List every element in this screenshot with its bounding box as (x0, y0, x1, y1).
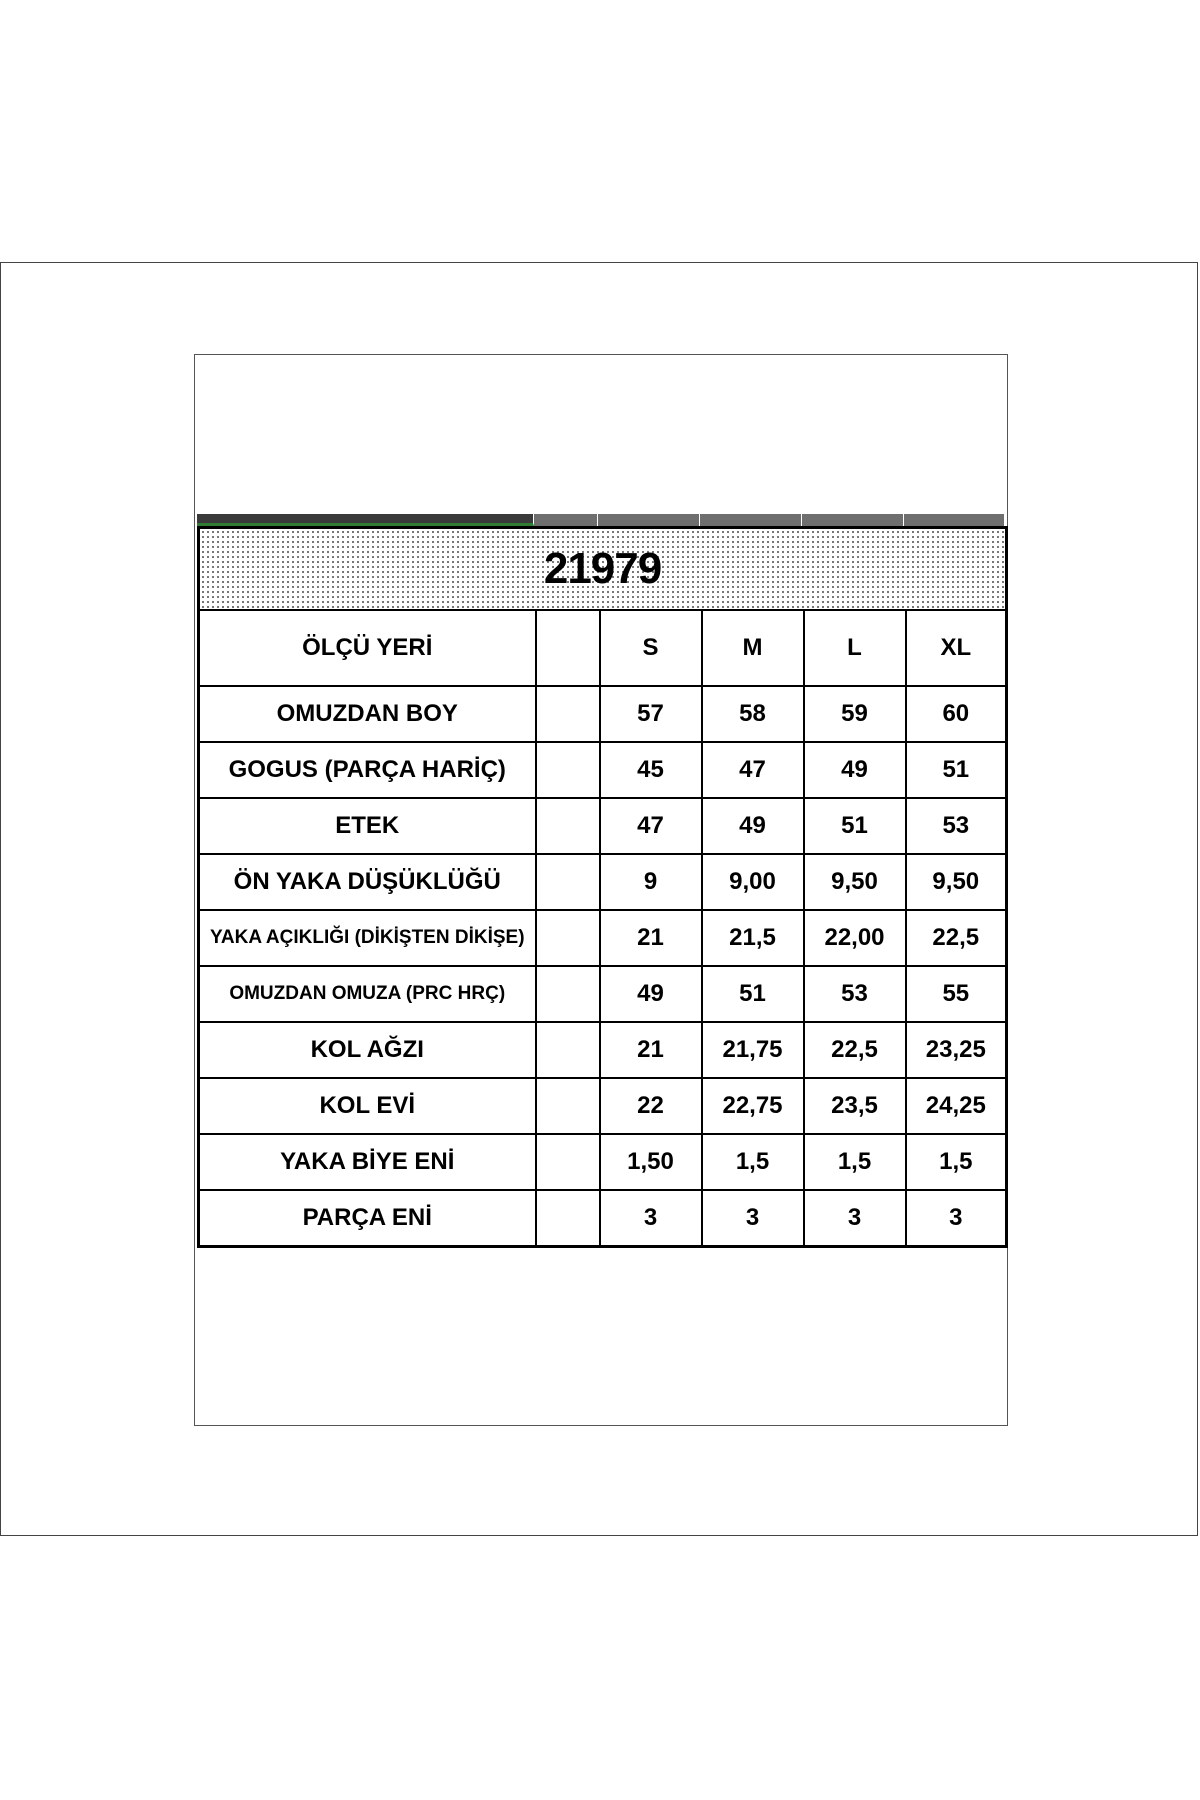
value-cell-xl: 53 (906, 798, 1007, 854)
value-cell-l: 49 (804, 742, 906, 798)
size-header-s: S (600, 610, 702, 686)
value-cell-s: 47 (600, 798, 702, 854)
blank-cell (536, 966, 600, 1022)
value-cell-m: 1,5 (702, 1134, 804, 1190)
size-chart-table (197, 526, 1008, 1248)
row-label: PARÇA ENİ (199, 1190, 536, 1247)
value-cell-xl: 3 (906, 1190, 1007, 1247)
value-cell-m: 21,5 (702, 910, 804, 966)
header-row (199, 610, 1007, 686)
table-row (199, 742, 1007, 798)
value-cell-xl: 60 (906, 686, 1007, 742)
value-cell-s: 9 (600, 854, 702, 910)
table-row (199, 1134, 1007, 1190)
blank-cell (536, 1022, 600, 1078)
blank-cell (536, 1078, 600, 1134)
row-label: YAKA BİYE ENİ (199, 1134, 536, 1190)
model-number-cell (199, 528, 1007, 611)
table-row (199, 854, 1007, 910)
value-cell-xl: 55 (906, 966, 1007, 1022)
size-header-m: M (702, 610, 804, 686)
value-cell-xl: 51 (906, 742, 1007, 798)
value-cell-l: 1,5 (804, 1134, 906, 1190)
value-cell-l: 3 (804, 1190, 906, 1247)
blank-cell (536, 686, 600, 742)
spreadsheet-column-header-strip (197, 514, 1005, 526)
value-cell-l: 22,5 (804, 1022, 906, 1078)
row-label: GOGUS (PARÇA HARİÇ) (199, 742, 536, 798)
blank-cell (536, 910, 600, 966)
value-cell-s: 3 (600, 1190, 702, 1247)
column-header-i (534, 514, 598, 526)
value-cell-m: 3 (702, 1190, 804, 1247)
row-label: ÖN YAKA DÜŞÜKLÜĞÜ (199, 854, 536, 910)
value-cell-s: 49 (600, 966, 702, 1022)
row-label: ETEK (199, 798, 536, 854)
title-row (199, 528, 1007, 611)
row-label: OMUZDAN BOY (199, 686, 536, 742)
size-header-xl: XL (906, 610, 1007, 686)
table-row (199, 1022, 1007, 1078)
table-row (199, 910, 1007, 966)
model-number: 21979 (543, 544, 662, 593)
column-header-l (802, 514, 904, 526)
table-row (199, 1078, 1007, 1134)
blank-cell (536, 1134, 600, 1190)
blank-header (536, 610, 600, 686)
value-cell-m: 22,75 (702, 1078, 804, 1134)
row-label: KOL AĞZI (199, 1022, 536, 1078)
column-header-h (197, 514, 534, 526)
value-cell-l: 23,5 (804, 1078, 906, 1134)
value-cell-m: 58 (702, 686, 804, 742)
value-cell-xl: 22,5 (906, 910, 1007, 966)
value-cell-s: 57 (600, 686, 702, 742)
table-row (199, 686, 1007, 742)
row-label: KOL EVİ (199, 1078, 536, 1134)
table-row (199, 966, 1007, 1022)
value-cell-l: 22,00 (804, 910, 906, 966)
row-label: YAKA AÇIKLIĞI (DİKİŞTEN DİKİŞE) (199, 910, 536, 966)
value-cell-s: 21 (600, 910, 702, 966)
column-header-j (598, 514, 700, 526)
value-cell-m: 51 (702, 966, 804, 1022)
value-cell-s: 22 (600, 1078, 702, 1134)
value-cell-l: 53 (804, 966, 906, 1022)
value-cell-m: 9,00 (702, 854, 804, 910)
blank-cell (536, 854, 600, 910)
value-cell-m: 21,75 (702, 1022, 804, 1078)
column-header-m (904, 514, 1005, 526)
value-cell-s: 1,50 (600, 1134, 702, 1190)
blank-cell (536, 798, 600, 854)
table-row (199, 1190, 1007, 1247)
blank-cell (536, 742, 600, 798)
row-label: OMUZDAN OMUZA (PRC HRÇ) (199, 966, 536, 1022)
blank-cell (536, 1190, 600, 1247)
value-cell-xl: 24,25 (906, 1078, 1007, 1134)
value-cell-s: 21 (600, 1022, 702, 1078)
table-row (199, 798, 1007, 854)
size-header-l: L (804, 610, 906, 686)
value-cell-xl: 9,50 (906, 854, 1007, 910)
column-header-k (700, 514, 802, 526)
value-cell-l: 9,50 (804, 854, 906, 910)
value-cell-m: 49 (702, 798, 804, 854)
measurement-label-header: ÖLÇÜ YERİ (199, 610, 536, 686)
value-cell-s: 45 (600, 742, 702, 798)
value-cell-xl: 23,25 (906, 1022, 1007, 1078)
value-cell-l: 59 (804, 686, 906, 742)
value-cell-l: 51 (804, 798, 906, 854)
value-cell-xl: 1,5 (906, 1134, 1007, 1190)
value-cell-m: 47 (702, 742, 804, 798)
